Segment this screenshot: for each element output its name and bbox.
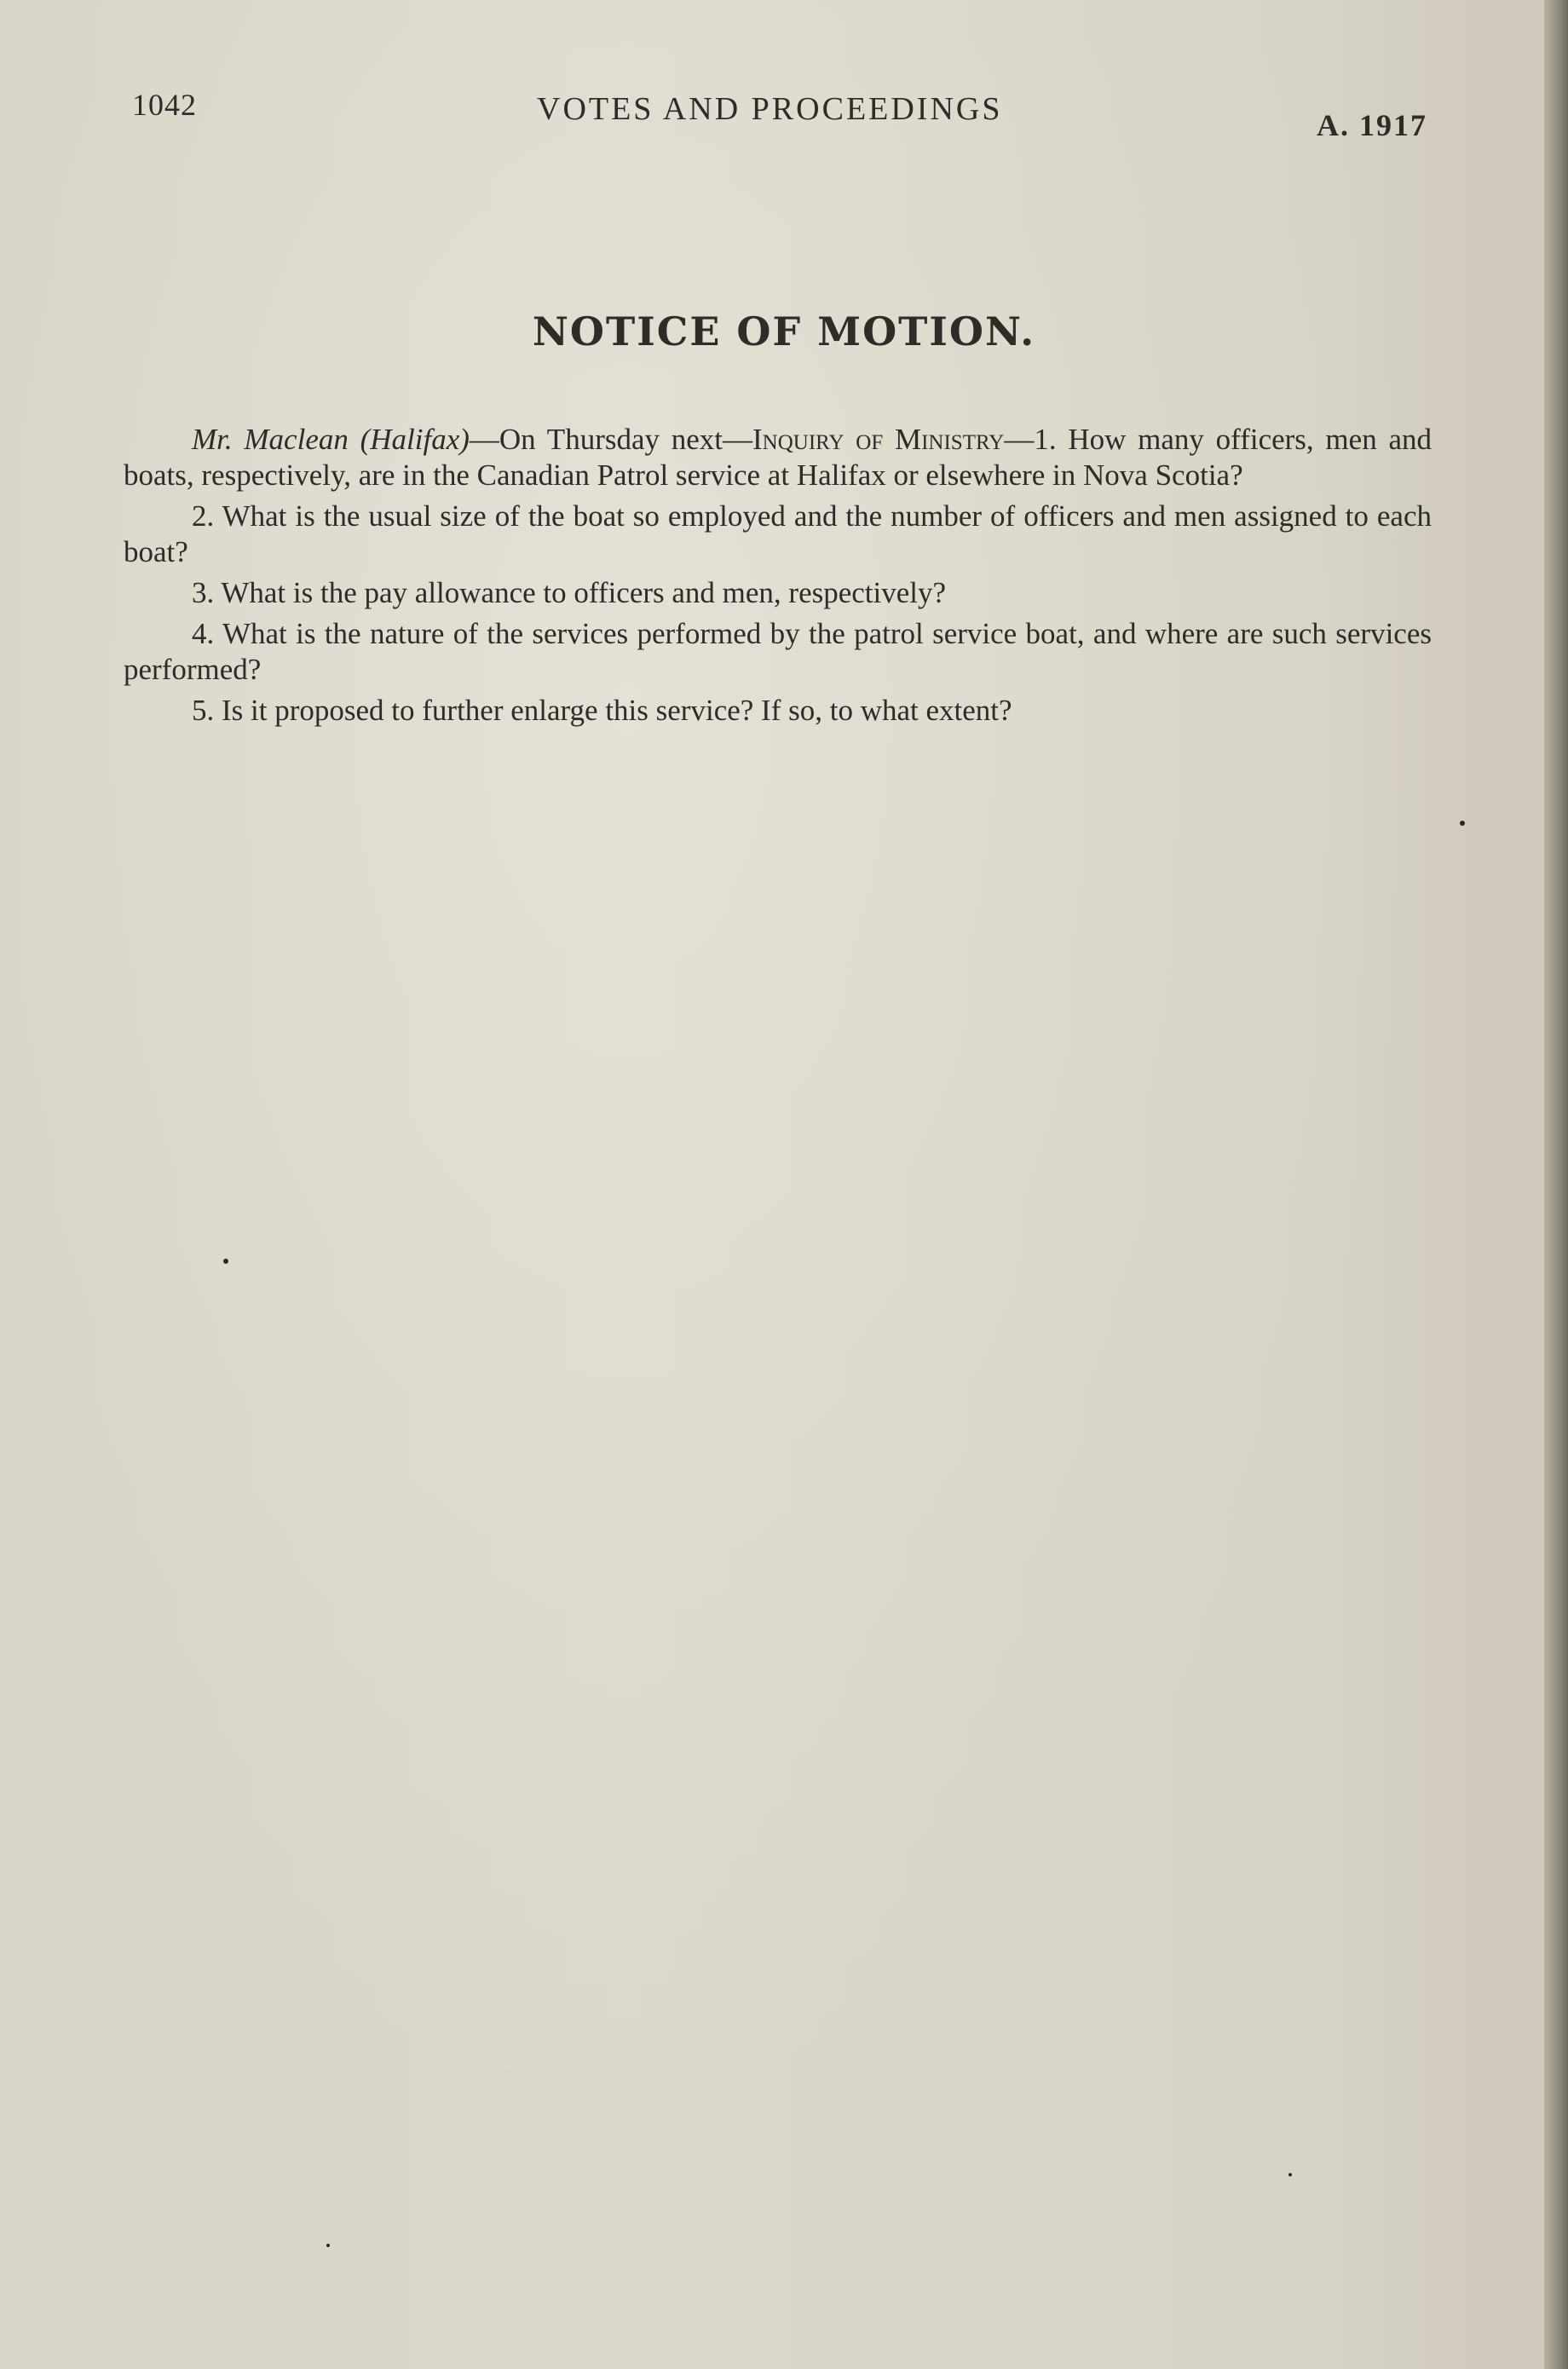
question-4-paragraph: 4. What is the nature of the services performed by the patrol service boat, and where are such services performed?: [124, 617, 1432, 686]
question-2-paragraph: 2. What is the usual size of the boat so employed and the number of officers and men assigned to each boat?: [124, 499, 1432, 568]
inquiry-label: Inquiry of Ministry: [752, 423, 1005, 456]
running-title: VOTES AND PROCEEDINGS: [537, 91, 1003, 127]
paper-speck: [1288, 2173, 1292, 2176]
speaker-name: Mr. Maclean (Halifax): [192, 423, 470, 456]
motion-body: [124, 422, 1432, 734]
question-1-text: —1. How many officers, men and boats, respectively, are in the Canadian Patrol service at Halifax or elsewhere in Nova Scotia?: [124, 423, 1432, 492]
session-year: A. 1917: [1317, 108, 1427, 142]
paper-speck: [326, 2244, 330, 2247]
question-3-paragraph: 3. What is the pay allowance to officers and men, respectively?: [192, 576, 947, 609]
paper-speck: [223, 1259, 228, 1264]
book-spine-shadow: [1544, 0, 1568, 2369]
intro-text: —On Thursday next—: [469, 423, 753, 456]
question-1-paragraph: [124, 422, 1432, 493]
running-header: [0, 85, 1568, 142]
page-number: 1042: [132, 88, 197, 122]
paper-speck: [1460, 821, 1465, 826]
section-heading: NOTICE OF MOTION.: [532, 308, 1036, 354]
question-5-paragraph: 5. Is it proposed to further enlarge this service? If so, to what extent?: [192, 694, 1012, 727]
